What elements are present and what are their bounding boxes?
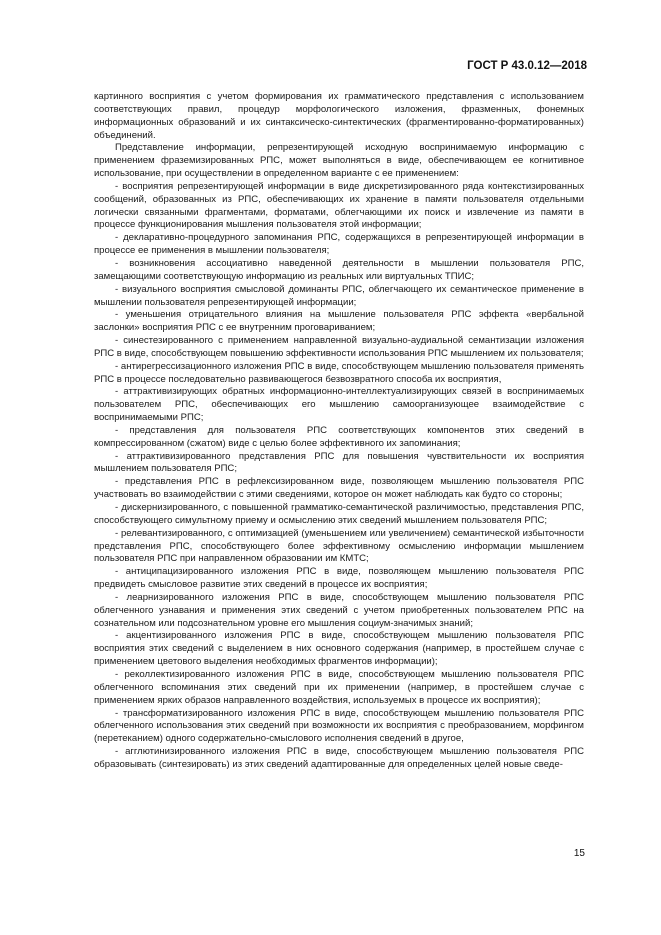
list-item: - синестезированного с применением направленной визуально-аудиальной семантизации изложения РПС в виде, способствующем повышению эффективности использования РПС мышлением их пользователя; — [94, 335, 584, 359]
list-item: - аттрактивизирующих обратных информационно-интеллектуализирующих связей в воспринимаемых пользователем РПС, обеспечивающих его мышлению самоорганизующее взаимодействие с воспринимаемыми РПС; — [94, 386, 584, 424]
list-item: - уменьшения отрицательного влияния на мышление пользователя РПС эффекта «вербальной заслонки» восприятия РПС с ее внутренним проговариванием; — [94, 309, 584, 334]
list-item: - антиципацизированного изложения РПС в виде, позволяющем мышлению пользователя РПС предвидеть смысловое развитие этих сведений в процессе их восприятия; — [94, 566, 584, 591]
list-item: - восприятия репрезентирующей информации в виде дискретизированного ряда контекстизированных сообщений, образованных из РПС, обеспечивающих их хранение в памяти пользователя отдельными логически связанными фрагментами, форматами, облегчающими их поиск и извлечение из памяти в процессе функционирования мышления пользователя этой информации; — [94, 180, 584, 231]
list-item: - акцентизированного изложения РПС в виде, способствующем мышлению пользователя РПС восприятия этих сведений с выделением в них основного содержания (например, в простейшем случае с применением цветового выделения необходимых фрагментов информации); — [94, 630, 584, 668]
list-item: - декларативно-процедурного запоминания РПС, содержащихся в репрезентирующей информации в процессе ее применения в мышлении пользователя; — [94, 232, 584, 257]
list-item: - дискернизированного, с повышенной грамматико-семантической различимостью, представления РПС, способствующего симультному приему и осмыслению этих сведений мышлением пользователя РПС; — [94, 502, 584, 526]
standard-code: ГОСТ Р 43.0.12—2018 — [467, 60, 587, 72]
list-item: - визуального восприятия смысловой доминанты РПС, облегчающего их семантическое применение в мышлении пользователя репрезентирующей информации; — [94, 283, 584, 308]
list-item: - антирегрессизационного изложения РПС в виде, способствующем мышлению пользователя применять РПС в процессе последовательно развивающегося безвозвратного способа их восприятия, — [94, 360, 584, 385]
page-number: 15 — [573, 848, 585, 859]
list-item: - реколлектизированного изложения РПС в виде, способствующем мышлению пользователя РПС облегченного вспоминания этих сведений при их применении (например, в простейшем случае с применением ярких образов направленного воздействия, используемых в процессе их восприятия); — [94, 668, 584, 706]
list-item: - релевантизированного, с оптимизацией (уменьшением или увеличением) семантической избыточности представления РПС, способствующего более эффективному осмыслению информации мышлением пользователя РПС при направленном образовании им КМТС; — [94, 527, 584, 565]
list-item: - аттрактивизированного представления РПС для повышения чувствительности их восприятия мышлением пользователя РПС; — [94, 450, 584, 475]
list-item: - агглютинизированного изложения РПС в виде, способствующем мышлению пользователя РПС образовывать (синтезировать) из этих сведений адаптированные для определенных целей новые сведе- — [94, 746, 584, 770]
list-item: - представления РПС в рефлексизированном виде, позволяющем мышлению пользователя РПС участвовать во взаимодействии с этими сведениями, которое он может наблюдать как будто со стороны; — [94, 476, 584, 501]
list-item: - леарнизированного изложения РПС в виде, способствующем мышлению пользователя РПС облегченного узнавания и применения этих сведений с учетом приобретенных пользователем РПС на сознательном или подсознательном уровне его мышления социум-значимых знаний; — [94, 591, 584, 629]
list-item: - представления для пользователя РПС соответствующих компонентов этих сведений в компрессированном (сжатом) виде с целью более эффективного их запоминания; — [94, 424, 584, 449]
paragraph: картинного восприятия с учетом формирования их грамматического представления с использованием соответствующих правил, процедур морфологического изложения, фразменных, фонемных информационных образований и их синтаксическо-синтектических (фрагментированно-форматированных) объединений. — [94, 91, 584, 141]
list-item: - трансформатизированного изложения РПС в виде, способствующем мышлению пользователя РПС облегченного использования этих сведений при возможности их восприятия с преобразованием, морфингом (перетеканием) одного содержательно-смыслового исполнения сведений в другое, — [94, 707, 584, 745]
document-body — [94, 91, 584, 772]
paragraph: Представление информации, репрезентирующей исходную воспринимаемую информацию с применением фраземизированных РПС, может выполняться в виде, обеспечивающем ее когнитивное использование, при осуществлении в определенном варианте с ее применением: — [94, 142, 584, 180]
list-item: - возникновения ассоциативно наведенной деятельности в мышлении пользователя РПС, замещающими соответствующую информацию из реальных или виртуальных ТПИС; — [94, 257, 584, 282]
